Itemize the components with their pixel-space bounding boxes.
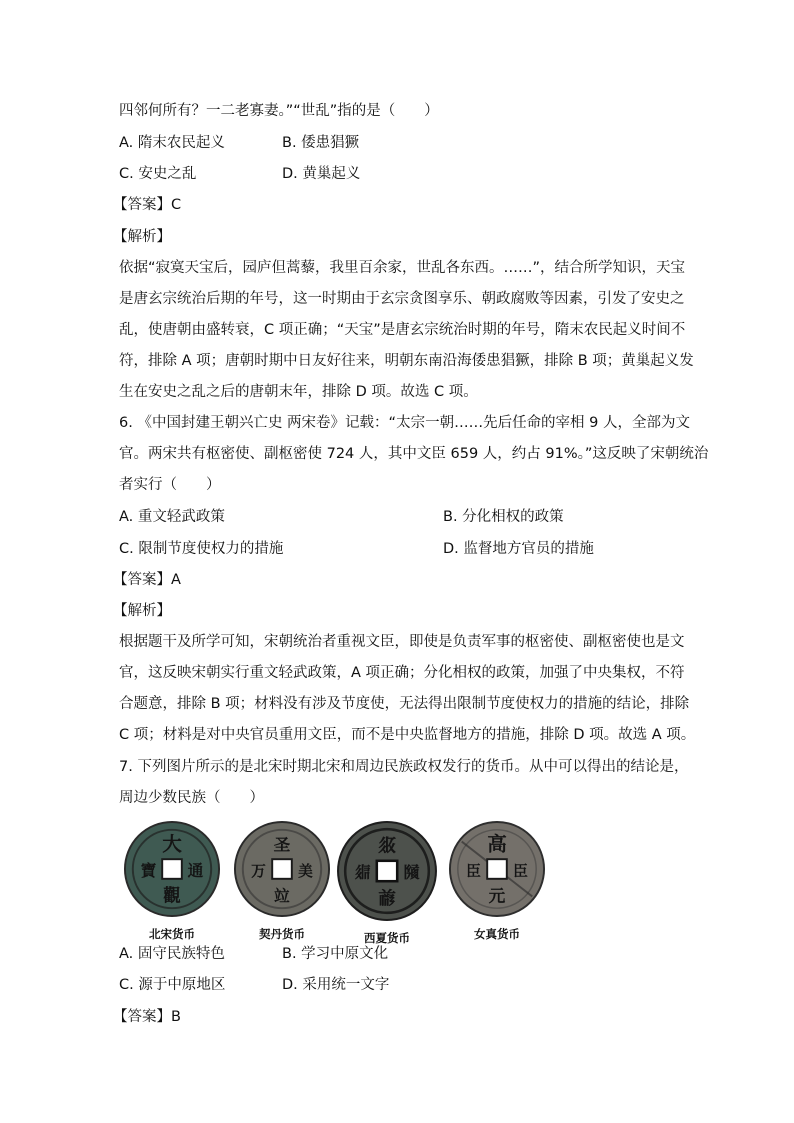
coin-inscription-char: 臣	[513, 862, 528, 880]
q5-analysis-label: 【解析】	[113, 229, 171, 245]
q7-option-c: C. 源于中原地区	[119, 977, 226, 993]
q6-option-d: D. 监督地方官员的措施	[443, 541, 594, 557]
q5-analysis-line: 依据“寂寞天宝后，园庐但蒿藜，我里百余家，世乱各东西。……”，结合所学知识，天宝	[119, 260, 686, 276]
coin-inscription-char: 高	[487, 832, 507, 856]
q7-stem-line: 周边少数民族（ ）	[119, 790, 264, 806]
q7-option-b: B. 学习中原文化	[282, 946, 389, 962]
q6-analysis-line: 合题意，排除 B 项；材料没有涉及节度使，无法得出限制节度使权力的措施的结论，排除	[119, 696, 690, 712]
q6-option-b: B. 分化相权的政策	[443, 509, 564, 525]
coin-image	[336, 820, 438, 922]
coin-inscription-char: 寶	[140, 860, 157, 880]
coin-inscription-char: 圣	[273, 834, 291, 855]
coin-inscription-char: 𗑗	[377, 888, 397, 910]
coin-image	[233, 820, 331, 918]
coin-caption: 西夏货币	[364, 931, 410, 945]
coin-inscription-char: 竝	[274, 886, 290, 906]
q7-answer: 【答案】B	[113, 1009, 181, 1025]
q5-analysis-line: 乱，使唐朝由盛转衰，C 项正确；“天宝”是唐玄宗统治时期的年号，隋末农民起义时间不	[119, 322, 686, 338]
coin-jurchen	[445, 820, 549, 942]
coin-inscription-char: 万	[251, 862, 266, 880]
q5-stem-tail: 四邻何所有？一二老寡妻。”“世乱”指的是（ ）	[119, 103, 439, 119]
coin-inscription-char: 𗼇	[377, 835, 397, 857]
q6-stem-line: 官。两宋共有枢密使、副枢密使 724 人，其中文臣 659 人，约占 91%。”这反映了宋朝统治	[119, 446, 709, 462]
q6-analysis-label: 【解析】	[113, 603, 171, 619]
coin-inscription-char: 元	[488, 885, 506, 906]
q5-option-a: A. 隋末农民起义	[119, 135, 225, 151]
coin-image	[448, 820, 546, 918]
coin-inscription-char: 臣	[466, 862, 481, 880]
q5-analysis-line: 符，排除 A 项；唐朝时期中日友好往来，明朝东南沿海倭患猖獗，排除 B 项；黄巢起义发	[119, 353, 694, 369]
q6-option-c: C. 限制节度使权力的措施	[119, 541, 284, 557]
coin-inscription-char: 𗂧	[403, 863, 420, 883]
coin-khitan	[230, 820, 334, 942]
coin-inscription-char: 大	[162, 832, 182, 856]
coin-figure	[120, 820, 560, 945]
q6-answer: 【答案】A	[113, 572, 181, 588]
q7-stem-line: 7. 下列图片所示的是北宋时期北宋和周边民族政权发行的货币。从中可以得出的结论是，	[119, 759, 689, 775]
coin-caption: 女真货币	[474, 927, 520, 941]
coin-inscription-char: 𗤋	[354, 863, 371, 883]
q5-option-d: D. 黄巢起义	[282, 166, 361, 182]
q6-stem-line: 6. 《中国封建王朝兴亡史 两宋卷》记载：“太宗一朝……先后任命的宰相 9 人，全部为文	[119, 415, 691, 431]
coin-inscription-char: 美	[298, 862, 313, 880]
q6-analysis-line: C 项；材料是对中央官员重用文臣，而不是中央监督地方的措施，排除 D 项。故选 A 项。	[119, 727, 696, 743]
coin-inscription-char: 通	[187, 860, 204, 880]
coin-image	[123, 820, 221, 918]
q5-option-c: C. 安史之乱	[119, 166, 197, 182]
coin-north-song	[120, 820, 224, 942]
coin-inscription-char: 觀	[163, 885, 181, 907]
coin-caption: 契丹货币	[259, 927, 305, 941]
coin-western-xia	[335, 820, 439, 946]
q5-analysis-line: 是唐玄宗统治后期的年号，这一时期由于玄宗贪图享乐、朝政腐败等因素，引发了安史之	[119, 291, 685, 307]
q5-analysis-line: 生在安史之乱之后的唐朝末年，排除 D 项。故选 C 项。	[119, 384, 478, 400]
coin-caption: 北宋货币	[149, 927, 195, 941]
q7-option-d: D. 采用统一文字	[282, 977, 390, 993]
q5-answer: 【答案】C	[113, 197, 182, 213]
q6-analysis-line: 根据题干及所学可知，宋朝统治者重视文臣，即使是负责军事的枢密使、副枢密使也是文	[119, 634, 685, 650]
q6-stem-line: 者实行（ ）	[119, 477, 221, 493]
q6-option-a: A. 重文轻武政策	[119, 509, 225, 525]
q6-analysis-line: 官，这反映宋朝实行重文轻武政策，A 项正确；分化相权的政策，加强了中央集权，不符	[119, 665, 685, 681]
q7-option-a: A. 固守民族特色	[119, 946, 225, 962]
q5-option-b: B. 倭患猖獗	[282, 135, 360, 151]
